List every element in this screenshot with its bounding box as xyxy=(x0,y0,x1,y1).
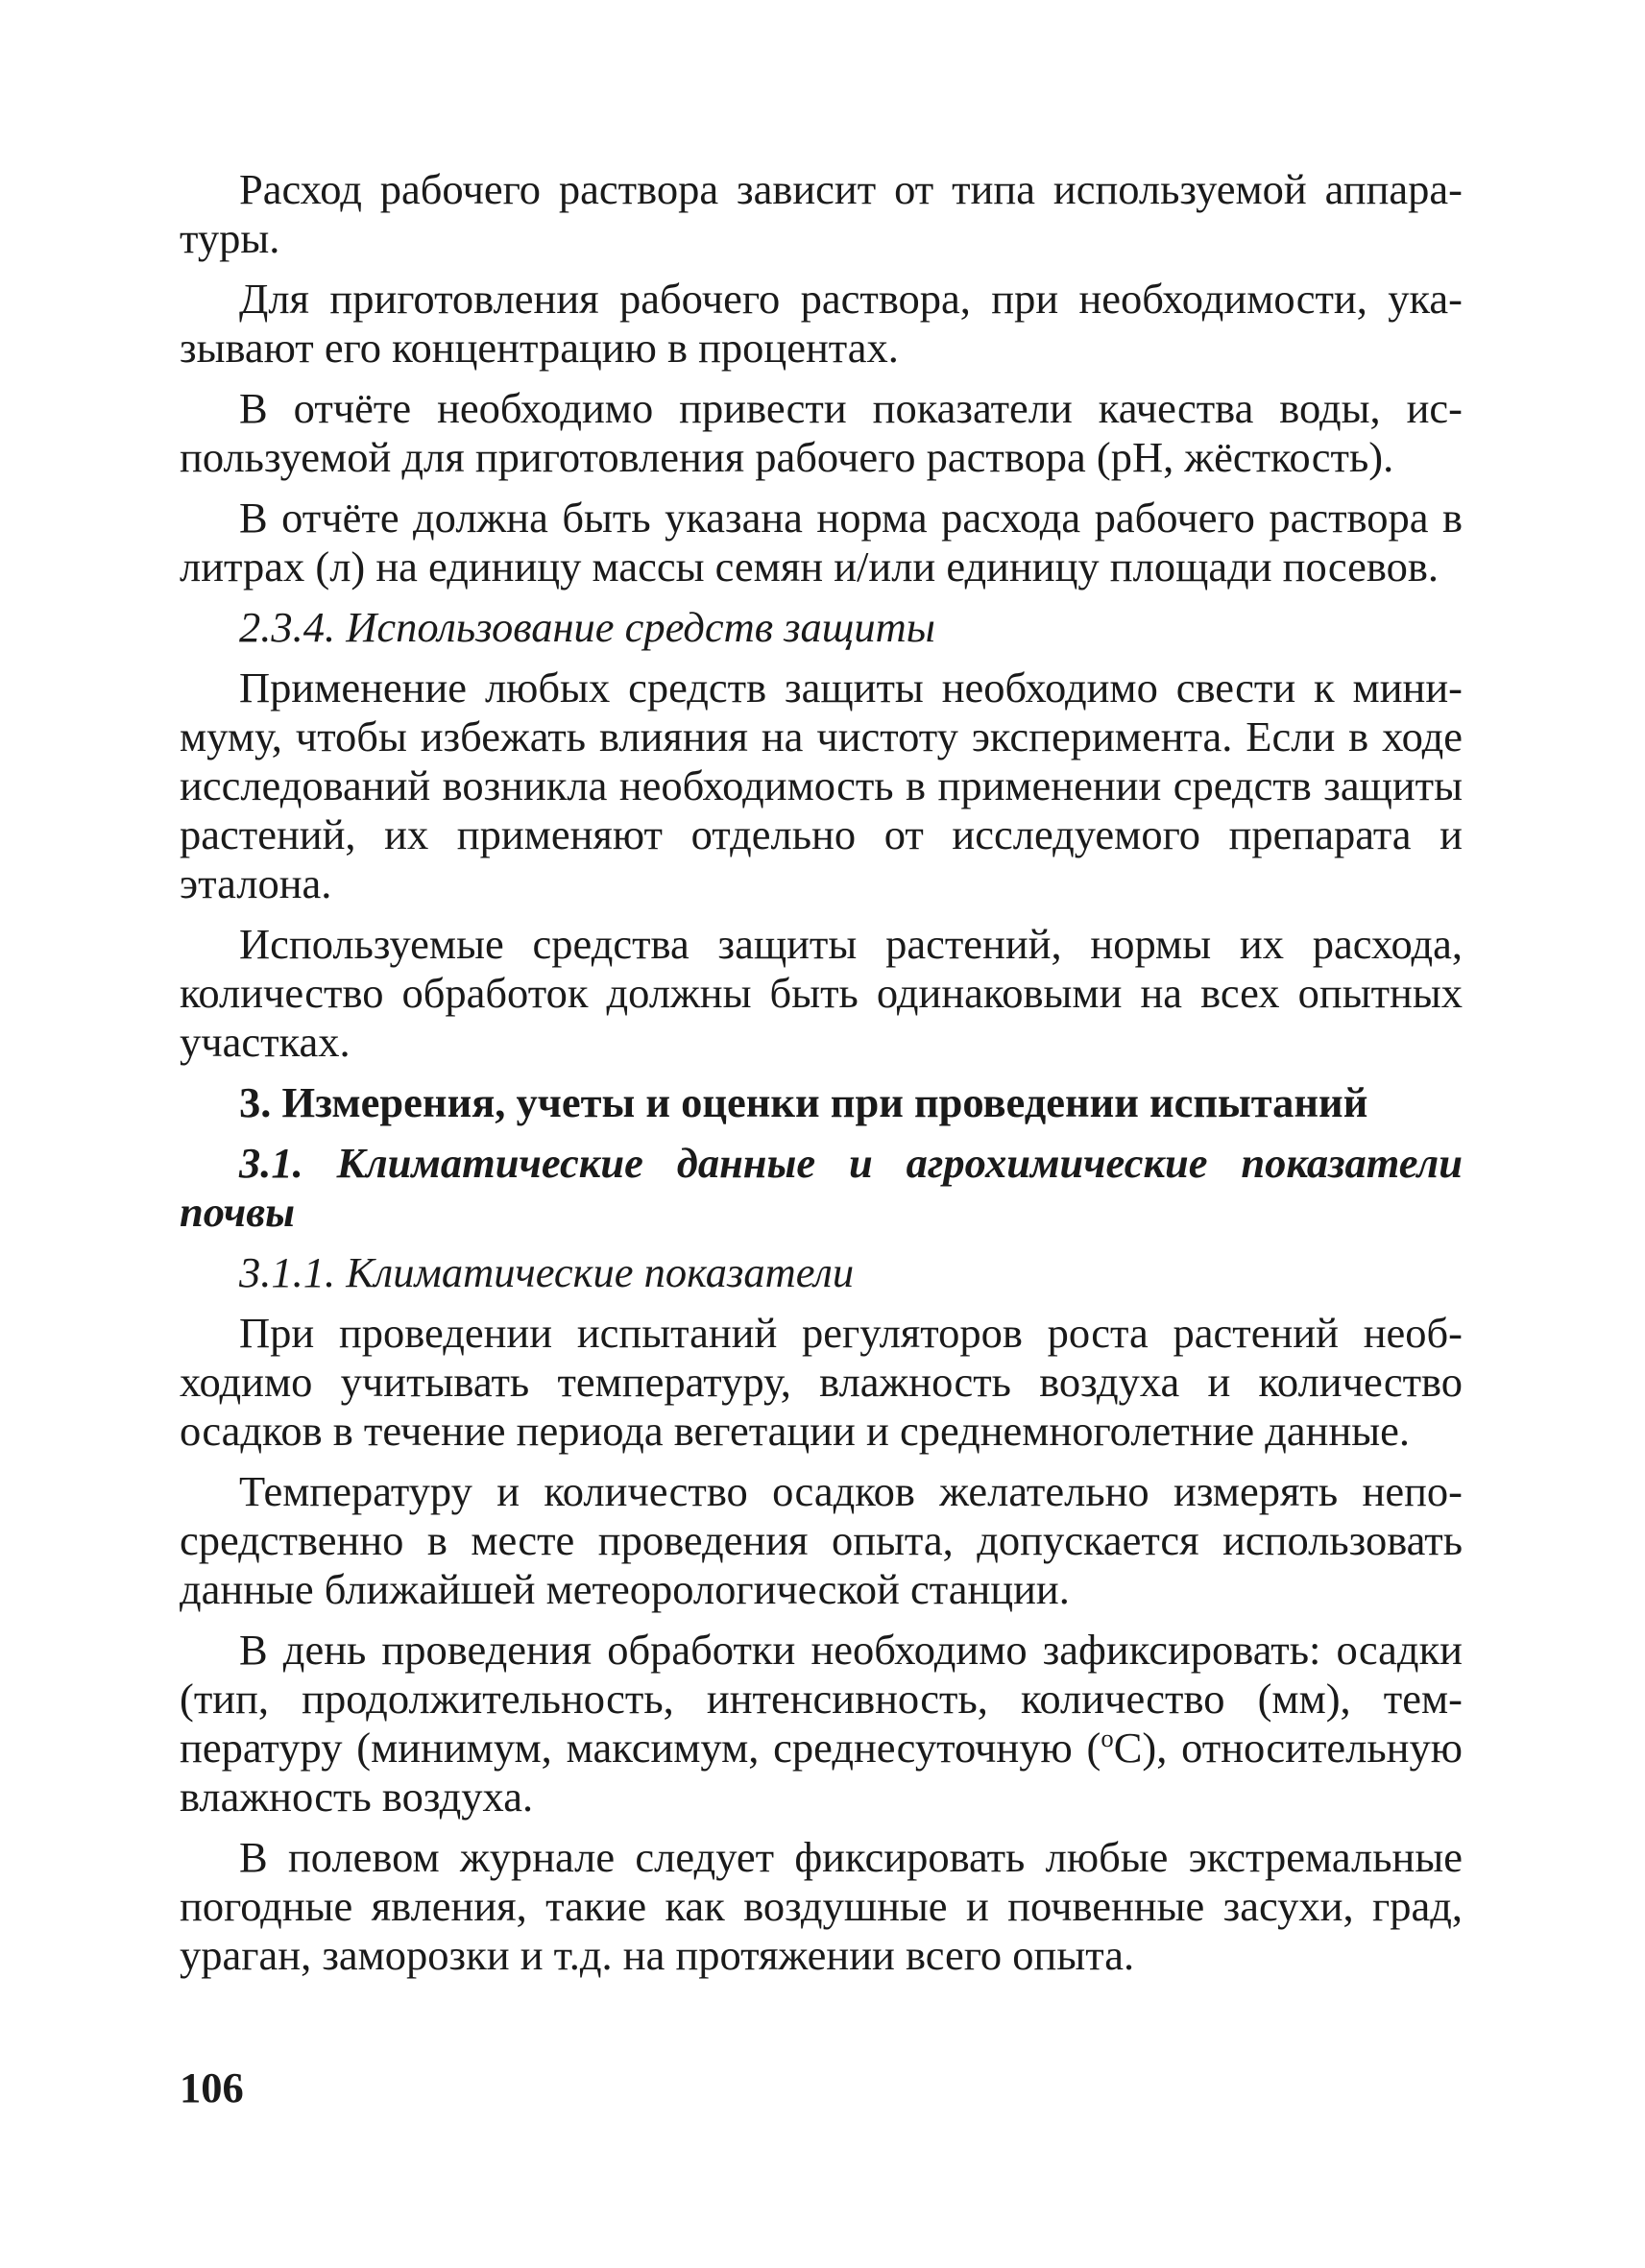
subsection-heading-2-3-4: 2.3.4. Использование средств защиты xyxy=(239,603,935,651)
paragraph: Для приготовления рабочего раствора, при необходимости, указывают его концентрацию в процентах. xyxy=(180,275,1463,372)
paragraph: В полевом журнале следует фиксировать любые экстремальные погодные явления, такие как воздушные и почвенные засухи, град, ураган, заморозки и т.д. на протяжении всего опыта. xyxy=(180,1833,1463,1979)
section-heading-3: 3. Измерения, учеты и оценки при проведении испытаний xyxy=(239,1078,1368,1126)
paragraph-with-degree xyxy=(180,1626,1463,1822)
paragraph: Применение любых средств защиты необходимо свести к минимуму, чтобы избежать влияния на чистоту эксперимента. Если в ходе исследований возникла необходимость в применении средств защиты растений, их применяют отдельно от исследуемого препарата и эталона. xyxy=(180,664,1463,907)
paragraph: Расход рабочего раствора зависит от типа используемой аппаратуры. xyxy=(180,165,1463,262)
paragraph-text-before: В день проведения обработки необходимо зафиксировать: осадки (тип, продолжительность, интенсивность, количество (мм), температуру (минимум, максимум, среднесуточную ( xyxy=(180,1626,1463,1772)
paragraph: В отчёте необходимо привести показатели качества воды, используемой для приготовления рабочего раствора (pH, жёсткость). xyxy=(180,384,1463,481)
paragraph-text-after: С), относительную влажность воздуха. xyxy=(180,1724,1463,1821)
paragraph: При проведении испытаний регуляторов роста растений необходимо учитывать температуру, влажность воздуха и количество осадков в течение периода вегетации и среднемноголетние данные. xyxy=(180,1309,1463,1455)
paragraph: Температуру и количество осадков желательно измерять непосредственно в месте проведения опыта, допускается использовать данные ближайшей метеорологической станции. xyxy=(180,1467,1463,1613)
subsection-heading-3-1: 3.1. Климатические данные и агрохимические показатели почвы xyxy=(180,1139,1463,1236)
paragraph: В отчёте должна быть указана норма расхода рабочего раствора в литрах (л) на единицу массы семян и/или единицу площади посевов. xyxy=(180,494,1463,591)
page-number: 106 xyxy=(180,2063,244,2111)
paragraph: Используемые средства защиты растений, нормы их расхода, количество обработок должны быть одинаковыми на всех опытных участках. xyxy=(180,920,1463,1066)
document-page xyxy=(180,165,1463,1991)
subsection-heading-3-1-1: 3.1.1. Климатические показатели xyxy=(239,1248,855,1296)
degree-sign: o xyxy=(1101,1724,1114,1753)
